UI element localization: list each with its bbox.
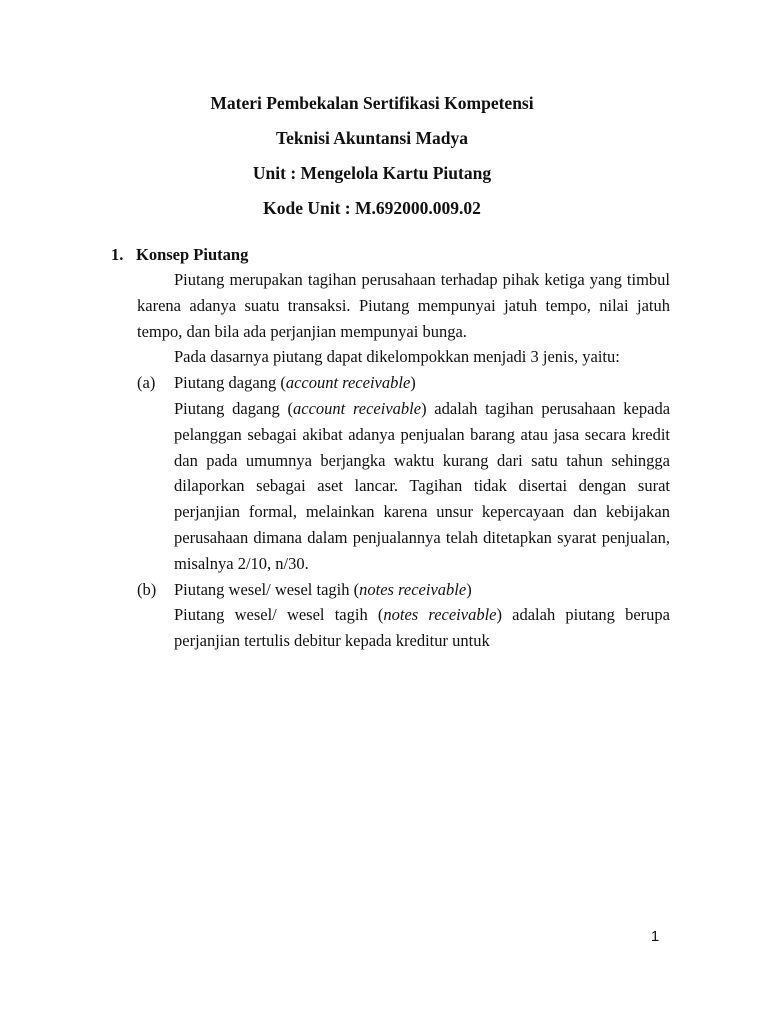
- list-item-a-title: [174, 370, 670, 396]
- list-item-b-body-italic: notes receivable: [383, 605, 497, 625]
- section-body: [137, 267, 670, 654]
- list-marker-b: (b): [137, 579, 157, 599]
- list-item-a-body-suffix: ) adalah tagihan perusahaan kepada pelanggan sebagai akibat adanya penjualan barang atau jasa secara kredit dan pada umumnya berjangka waktu kurang dari satu tahun sehingga dilaporkan sebagai aset lancar. Tagihan tidak disertai dengan surat perjanjian formal, melainkan karena unsur kepercayaan dan kebijakan perusahaan dimana dalam penjualannya telah ditetapkan syarat penjualan, misalnya 2/10, n/30.: [174, 398, 671, 573]
- list-item-a-title-prefix: Piutang dagang (: [174, 373, 286, 393]
- list-item-b-title-italic: notes receivable: [359, 579, 467, 599]
- title-line-3: Unit : Mengelola Kartu Piutang: [252, 163, 492, 183]
- paragraph-2: Pada dasarnya piutang dapat dikelompokkan menjadi 3 jenis, yaitu:: [174, 347, 620, 367]
- list-item-b-title: [174, 577, 670, 603]
- list-item-a-title-suffix: ): [410, 373, 416, 393]
- list-marker-a: (a): [137, 373, 156, 393]
- list-item-b-body-prefix: Piutang wesel/ wesel tagih (: [174, 605, 384, 625]
- title-line-4: Kode Unit : M.692000.009.02: [263, 198, 481, 218]
- list-item-a-body-italic: account receivable: [293, 398, 422, 418]
- section-heading-text: Konsep Piutang: [136, 245, 249, 264]
- section-number: 1.: [111, 245, 124, 264]
- title-line-1: Materi Pembekalan Sertifikasi Kompetensi: [210, 93, 534, 113]
- list-item-b-title-prefix: Piutang wesel/ wesel tagih (: [174, 579, 360, 599]
- title-line-2: Teknisi Akuntansi Madya: [276, 128, 468, 148]
- list-item-a-body: [174, 396, 670, 577]
- list-item-b-body-suffix: ) adalah piutang berupa perjanjian tertulis debitur kepada kreditur untuk: [174, 605, 670, 651]
- list-item-a: [137, 370, 670, 576]
- list-item-b: [137, 577, 670, 654]
- page-number: 1: [650, 928, 660, 945]
- list-item-b-title-suffix: ): [466, 579, 472, 599]
- list-item-a-title-italic: account receivable: [285, 373, 411, 393]
- paragraph-1: Piutang merupakan tagihan perusahaan terhadap pihak ketiga yang timbul karena adanya suatu transaksi. Piutang mempunyai jatuh tempo, nilai jatuh tempo, dan bila ada perjanjian mempunyai bunga.: [137, 270, 670, 341]
- list-item-b-body: [174, 602, 670, 654]
- document-title-block: [0, 86, 744, 226]
- list-item-a-body-prefix: Piutang dagang (: [174, 398, 294, 418]
- section-heading: [111, 243, 248, 267]
